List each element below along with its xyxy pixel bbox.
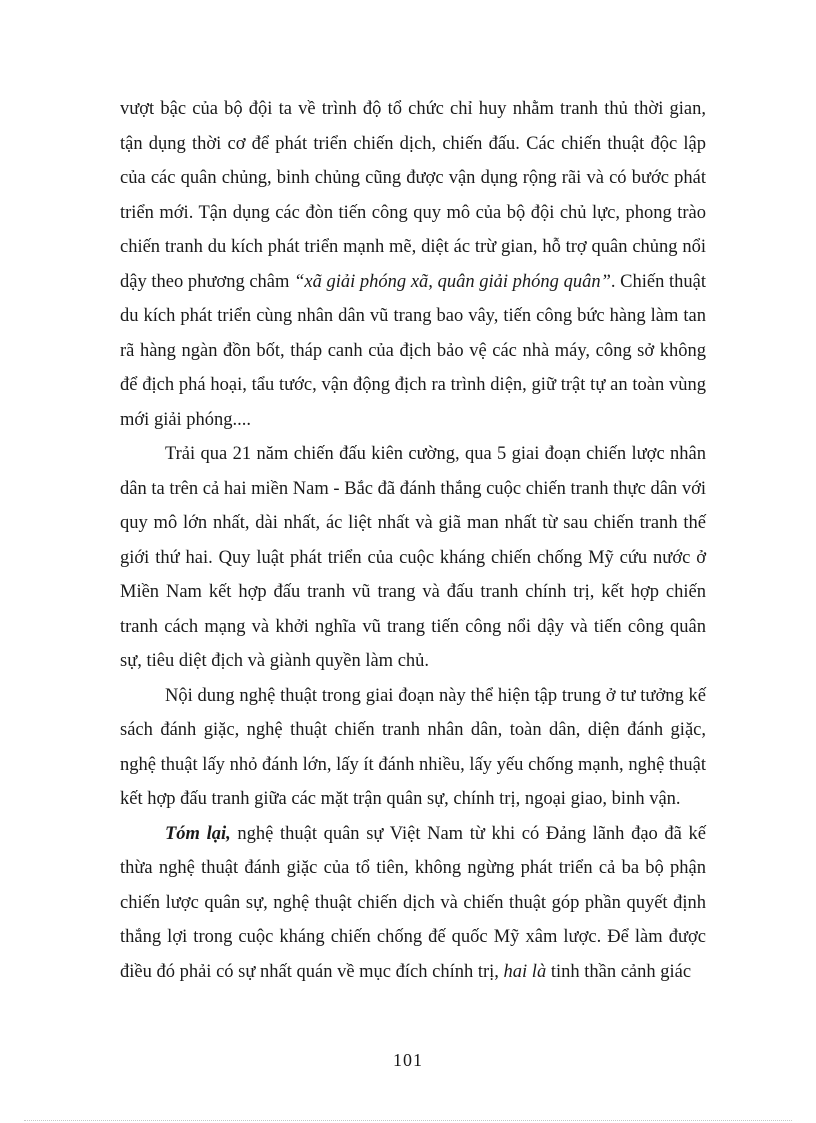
paragraph-4-text-b: tinh thần cảnh giác <box>546 961 692 982</box>
paragraph-2-text: Trải qua 21 năm chiến đấu kiên cường, qua 5 giai đoạn chiến lược nhân dân ta trên cả hai miền Nam - Bắc đã đánh thắng cuộc chiến tranh thực dân với quy mô lớn nhất, dài nhất, ác liệt nhất và giã man nhất từ sau chiến tranh thế giới thứ hai. Quy luật phát triển của cuộc kháng chiến chống Mỹ cứu nước ở Miền Nam kết hợp đấu tranh vũ trang và đấu tranh chính trị, kết hợp chiến tranh cách mạng và khởi nghĩa vũ trang tiến công nổi dậy và tiến công quân sự, tiêu diệt địch và giành quyền làm chủ. <box>120 444 706 671</box>
paragraph-1-text-b: . Chiến thuật du kích phát triển cùng nhân dân vũ trang bao vây, tiến công bức hàng làm tan rã hàng ngàn đồn bốt, tháp canh của địch bảo vệ các nhà máy, công sở không để địch phá hoại, tẩu tước, vận động địch ra trình diện, giữ trật tự an toàn vùng mới giải phóng.... <box>120 271 706 430</box>
paragraph-4 <box>120 817 706 990</box>
slogan-quote: “xã giải phóng xã, quân giải phóng quân” <box>294 271 611 292</box>
paragraph-2 <box>120 437 706 679</box>
summary-lead: Tóm lại, <box>165 823 231 844</box>
paragraph-1 <box>120 92 706 437</box>
paragraph-3-text: Nội dung nghệ thuật trong giai đoạn này thể hiện tập trung ở tư tưởng kế sách đánh giặc, nghệ thuật chiến tranh nhân dân, toàn dân, diện đánh giặc, nghệ thuật lấy nhỏ đánh lớn, lấy ít đánh nhiều, lấy yếu chống mạnh, nghệ thuật kết hợp đấu tranh giữa các mặt trận quân sự, chính trị, ngoại giao, binh vận. <box>120 685 706 809</box>
body-text <box>120 92 706 989</box>
paragraph-4-text-a: nghệ thuật quân sự Việt Nam từ khi có Đảng lãnh đạo đã kế thừa nghệ thuật đánh giặc của tổ tiên, không ngừng phát triển cả ba bộ phận chiến lược quân sự, nghệ thuật chiến dịch và chiến thuật góp phần quyết định thắng lợi trong cuộc kháng chiến chống đế quốc Mỹ xâm lược. Để làm được điều đó phải có sự nhất quán về mục đích chính trị, <box>120 823 706 982</box>
page-number: 101 <box>393 1050 423 1070</box>
paragraph-3 <box>120 679 706 817</box>
point-two-label: hai là <box>503 961 547 982</box>
paragraph-1-text-a: vượt bậc của bộ đội ta về trình độ tổ chức chỉ huy nhằm tranh thủ thời gian, tận dụng thời cơ để phát triển chiến dịch, chiến đấu. Các chiến thuật độc lập của các quân chủng, binh chủng cũng được vận dụng rộng rãi và có bước phát triển mới. Tận dụng các đòn tiến công quy mô của bộ đội chủ lực, phong trào chiến tranh du kích phát triển mạnh mẽ, diệt ác trừ gian, hỗ trợ quân chủng nổi dậy theo phương châm <box>120 99 706 292</box>
page-bottom-divider <box>24 1120 792 1121</box>
